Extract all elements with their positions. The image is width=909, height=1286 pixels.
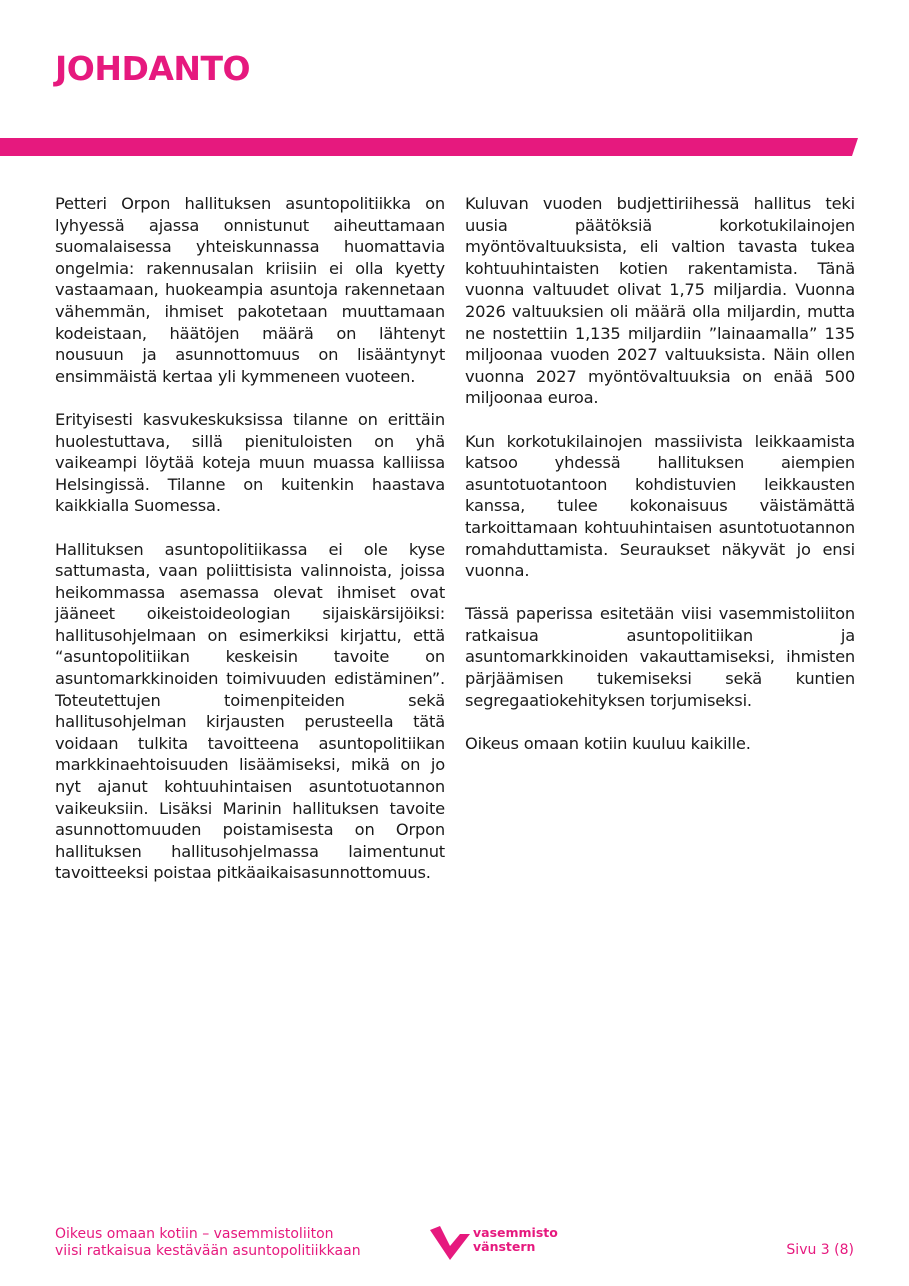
footer-title-line: Oikeus omaan kotiin – vasemmistoliiton (55, 1226, 334, 1242)
paragraph: Petteri Orpon hallituksen asuntopolitiikka on lyhyessä ajassa onnistunut aiheuttamaan suomalaisessa yhteiskunnassa huomattavia ongelmia: rakennusalan kriisiin ei olla kyetty vastaamaan, huokeampia asuntoja rakennetaan vähemmän, ihmiset pakotetaan muuttamaan kodeistaan, häätöjen määrä on lähtenyt nousuun ja asunnottomuus on lisääntynyt ensimmäistä kertaa yli kymmeneen vuoteen. (55, 194, 445, 386)
header-divider-band (0, 138, 858, 156)
paragraph: Kuluvan vuoden budjettiriihessä hallitus teki uusia päätöksiä korkotukilainojen myöntövaltuuksista, eli valtion tavasta tukea kohtuuhintaisten kotien rakentamista. Tänä vuonna valtuudet olivat 1,75 miljardia. Vuonna 2026 valtuuksien oli määrä olla miljardin, mutta ne nostettiin 1,135 miljardiin ”lainaamalla” 135 miljoonaa vuoden 2027 valtuuksista. Näin ollen vuonna 2027 myöntövaltuuksia on enää 500 miljoonaa euroa. (465, 194, 855, 408)
paragraph: Tässä paperissa esitetään viisi vasemmistoliiton ratkaisua asuntopolitiikan ja asuntomarkkinoiden vakauttamiseksi, ihmisten pärjäämisen tukemiseksi sekä kuntien segregaatiokehityksen torjumiseksi. (465, 604, 855, 710)
page-title: JOHDANTO (55, 49, 251, 88)
paragraph: Kun korkotukilainojen massiivista leikkaamista katsoo yhdessä hallituksen aiempien asuntotuotantoon kohdistuvien leikkausten kanssa, tulee kokonaisuus väistämättä tarkoittamaan kohtuuhintaisen asuntotuotannon romahduttamista. Seuraukset näkyvät jo ensi vuonna. (465, 431, 855, 581)
logo-wordmark (473, 1226, 558, 1254)
paragraph: Oikeus omaan kotiin kuuluu kaikille. (465, 733, 751, 753)
logo-mark-icon (430, 1226, 470, 1260)
vasemmisto-logo (430, 1226, 558, 1260)
footer-title-line: viisi ratkaisua kestävään asuntopolitiikkaan (55, 1243, 361, 1259)
left-column (55, 193, 445, 906)
right-column (465, 193, 855, 776)
logo-text-line: vasemmisto (473, 1225, 558, 1240)
footer-document-title (55, 1226, 361, 1260)
page-number: Sivu 3 (8) (786, 1242, 854, 1258)
logo-text-line: vänstern (473, 1239, 536, 1254)
paragraph: Erityisesti kasvukeskuksissa tilanne on erittäin huolestuttava, sillä pienituloisten on yhä vaikeampi löytää koteja muun muassa kalliissa Helsingissä. Tilanne on kuitenkin haastava kaikkialla Suomessa. (55, 409, 445, 516)
paragraph: Hallituksen asuntopolitiikassa ei ole kyse sattumasta, vaan poliittisista valinnoista, joissa heikommassa asemassa olevat ihmiset ovat jääneet oikeistoideologian sijaiskärsijöiksi: hallitusohjelmaan on esimerkiksi kirjattu, että “asuntopolitiikan keskeisin tavoite on asuntomarkkinoiden toimivuuden edistäminen”. Toteutettujen toimenpiteiden sekä hallitusohjelman kirjausten perusteella tätä voidaan tulkita tavoitteena asuntopolitiikan markkinaehtoisuuden lisäämiseksi, mikä on jo nyt ajanut kohtuuhintaisen asuntotuotannon vaikeuksiin. Lisäksi Marinin hallituksen tavoite asunnottomuuden poistamisesta on Orpon hallituksen hallitusohjelmassa laimentunut tavoitteeksi poistaa pitkäaikaisasunnottomuus. (55, 539, 445, 883)
